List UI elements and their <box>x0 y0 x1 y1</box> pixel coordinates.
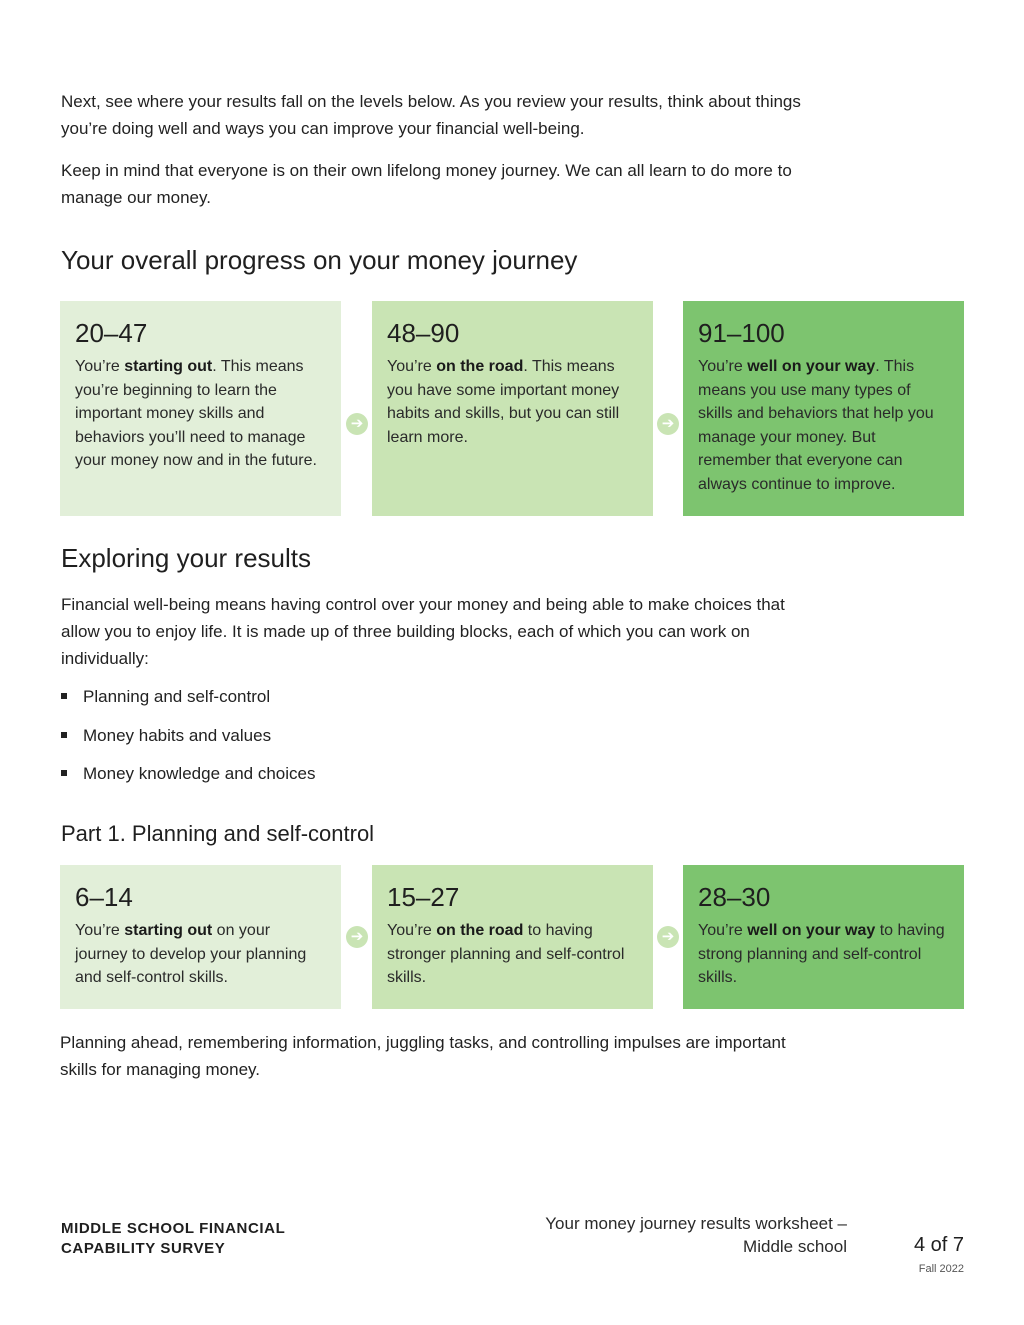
survey-name: MIDDLE SCHOOL FINANCIAL CAPABILITY SURVEY <box>61 1220 286 1257</box>
list-item: Money habits and values <box>61 722 315 761</box>
level-description: You’re on the road. This means you have some important money habits and skills, but you can still learn more. <box>387 358 620 446</box>
page-number: 4 of 7 <box>913 1234 964 1256</box>
bullet-square-icon <box>61 770 67 776</box>
exploring-paragraph: Financial well-being means having control over your money and being able to make choices that allow you to enjoy life. It is made up of three building blocks, each of which you can work on individually: <box>61 595 785 668</box>
intro-paragraph-2: Keep in mind that everyone is on their own lifelong money journey. We can all learn to do more to manage our money. <box>61 161 792 207</box>
level-range: 28–30 <box>698 882 771 912</box>
arrow-right-circle-icon: ➔ <box>346 926 368 948</box>
level-card-on-the-road <box>372 865 653 1009</box>
overall-levels-row <box>60 301 964 516</box>
bullet-square-icon <box>61 732 67 738</box>
level-description: You’re starting out on your journey to develop your planning and self-control skills. <box>75 922 307 986</box>
part1-closing-paragraph: Planning ahead, remembering information, juggling tasks, and controlling impulses are important skills for managing money. <box>60 1033 786 1079</box>
level-description: You’re well on your way to having strong planning and self-control skills. <box>698 922 945 986</box>
exploring-heading: Exploring your results <box>61 543 311 573</box>
overall-progress-heading: Your overall progress on your money journey <box>61 245 578 275</box>
arrow-right-circle-icon: ➔ <box>346 413 368 435</box>
part1-heading: Part 1. Planning and self-control <box>61 821 375 846</box>
arrow-right-circle-icon: ➔ <box>657 413 679 435</box>
arrow-right-circle-icon: ➔ <box>657 926 679 948</box>
document-title: Your money journey results worksheet – Middle school <box>545 1214 847 1256</box>
building-blocks-list <box>61 683 315 799</box>
part1-levels-row <box>60 865 964 1009</box>
level-description: You’re on the road to having stronger planning and self-control skills. <box>387 922 625 986</box>
level-card-starting-out <box>60 301 341 516</box>
level-range: 6–14 <box>75 882 133 912</box>
bullet-square-icon <box>61 693 67 699</box>
level-card-starting-out <box>60 865 341 1009</box>
level-card-well-on-your-way <box>683 301 964 516</box>
publication-date: Fall 2022 <box>918 1263 964 1275</box>
level-description: You’re well on your way. This means you use many types of skills and behaviors that help you manage your money. But remember that everyone can always continue to improve. <box>698 358 934 493</box>
level-range: 48–90 <box>387 318 460 348</box>
level-card-well-on-your-way <box>683 865 964 1009</box>
level-description: You’re starting out. This means you’re beginning to learn the important money skills and behaviors you’ll need to manage your money now and in the future. <box>75 358 317 469</box>
level-range: 15–27 <box>387 882 460 912</box>
level-range: 20–47 <box>75 318 148 348</box>
list-item: Planning and self-control <box>61 683 315 722</box>
list-item: Money knowledge and choices <box>61 760 315 799</box>
level-range: 91–100 <box>698 318 785 348</box>
level-card-on-the-road <box>372 301 653 516</box>
intro-paragraph-1: Next, see where your results fall on the levels below. As you review your results, think about things you’re doing well and ways you can improve your financial well-being. <box>61 92 801 138</box>
